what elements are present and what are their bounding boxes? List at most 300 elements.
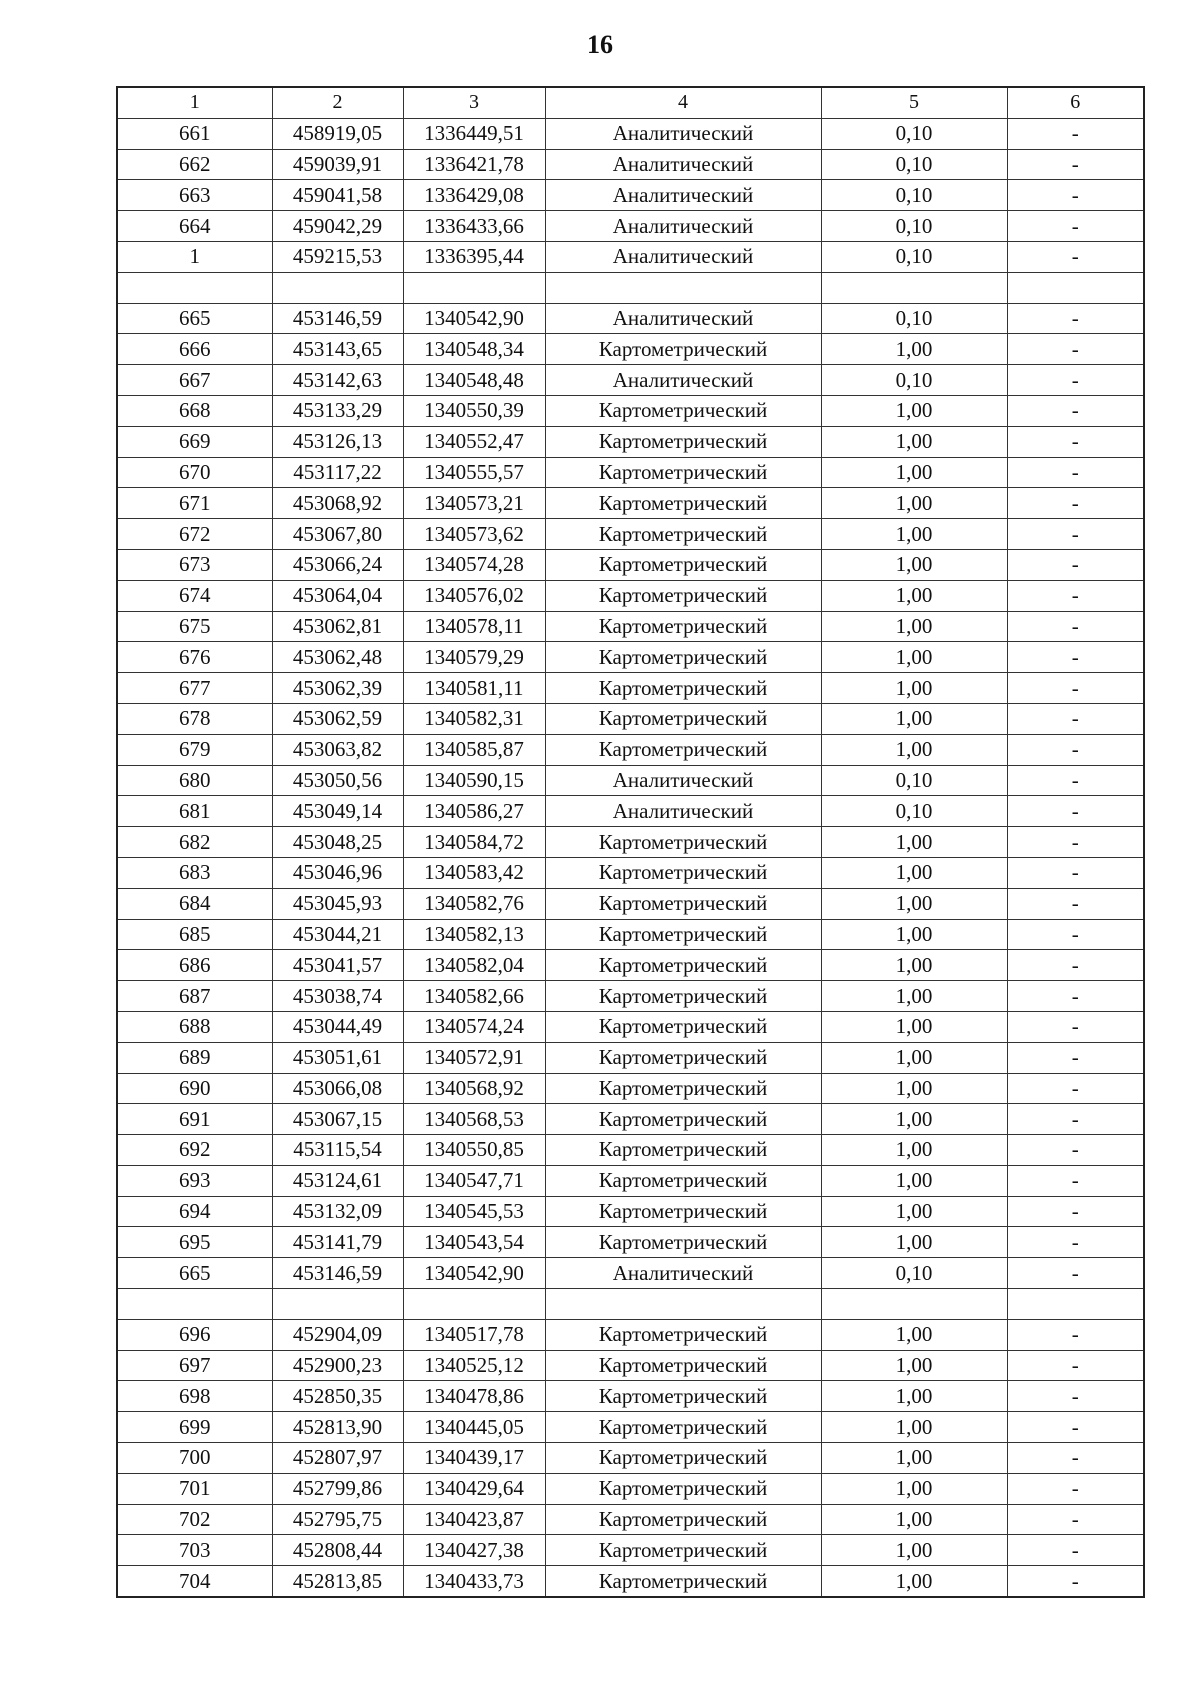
y-coordinate-cell: 1340525,12 [403,1350,545,1381]
x-coordinate-cell [272,272,403,303]
point-number-cell: 672 [117,519,272,550]
note-cell: - [1007,1073,1144,1104]
x-coordinate-cell: 453046,96 [272,857,403,888]
accuracy-cell: 0,10 [821,796,1007,827]
note-cell: - [1007,488,1144,519]
x-coordinate-cell: 453044,21 [272,919,403,950]
x-coordinate-cell: 453146,59 [272,1258,403,1289]
accuracy-cell: 1,00 [821,1073,1007,1104]
column-header: 5 [821,87,1007,118]
method-cell: Картометрический [545,549,821,580]
note-cell: - [1007,1104,1144,1135]
table-row [117,1165,1144,1196]
x-coordinate-cell: 453051,61 [272,1042,403,1073]
point-number-cell: 671 [117,488,272,519]
accuracy-cell: 1,00 [821,1319,1007,1350]
point-number-cell: 681 [117,796,272,827]
table-row [117,1535,1144,1566]
x-coordinate-cell: 453067,80 [272,519,403,550]
table-row [117,1073,1144,1104]
method-cell: Картометрический [545,950,821,981]
table-body [117,87,1144,1597]
note-cell: - [1007,1381,1144,1412]
method-cell: Аналитический [545,303,821,334]
column-header: 2 [272,87,403,118]
method-cell: Картометрический [545,580,821,611]
x-coordinate-cell: 453142,63 [272,365,403,396]
table-row [117,211,1144,242]
accuracy-cell: 0,10 [821,211,1007,242]
accuracy-cell: 1,00 [821,611,1007,642]
accuracy-cell: 1,00 [821,673,1007,704]
accuracy-cell: 1,00 [821,580,1007,611]
y-coordinate-cell: 1336449,51 [403,118,545,149]
accuracy-cell: 1,00 [821,1566,1007,1597]
point-number-cell: 683 [117,857,272,888]
note-cell: - [1007,118,1144,149]
method-cell: Картометрический [545,673,821,704]
y-coordinate-cell: 1340573,62 [403,519,545,550]
y-coordinate-cell: 1340547,71 [403,1165,545,1196]
y-coordinate-cell [403,272,545,303]
y-coordinate-cell [403,1289,545,1320]
table-row [117,426,1144,457]
table-row [117,1412,1144,1443]
accuracy-cell: 1,00 [821,857,1007,888]
method-cell: Картометрический [545,1504,821,1535]
x-coordinate-cell: 453048,25 [272,827,403,858]
note-cell: - [1007,734,1144,765]
accuracy-cell: 1,00 [821,1135,1007,1166]
note-cell: - [1007,457,1144,488]
method-cell: Аналитический [545,149,821,180]
table-row [117,580,1144,611]
y-coordinate-cell: 1340573,21 [403,488,545,519]
y-coordinate-cell: 1336395,44 [403,241,545,272]
note-cell: - [1007,765,1144,796]
accuracy-cell: 1,00 [821,888,1007,919]
x-coordinate-cell: 453062,81 [272,611,403,642]
y-coordinate-cell: 1340582,31 [403,703,545,734]
y-coordinate-cell: 1340576,02 [403,580,545,611]
method-cell: Картометрический [545,1135,821,1166]
x-coordinate-cell: 453063,82 [272,734,403,765]
table-row [117,611,1144,642]
accuracy-cell: 1,00 [821,549,1007,580]
x-coordinate-cell: 459041,58 [272,180,403,211]
accuracy-cell [821,1289,1007,1320]
x-coordinate-cell: 459215,53 [272,241,403,272]
note-cell: - [1007,1350,1144,1381]
note-cell: - [1007,180,1144,211]
table-row [117,1443,1144,1474]
note-cell: - [1007,703,1144,734]
note-cell: - [1007,241,1144,272]
note-cell: - [1007,1135,1144,1166]
x-coordinate-cell: 453062,39 [272,673,403,704]
table-row [117,919,1144,950]
accuracy-cell: 1,00 [821,827,1007,858]
table-row [117,118,1144,149]
accuracy-cell: 1,00 [821,1196,1007,1227]
point-number-cell: 685 [117,919,272,950]
accuracy-cell: 0,10 [821,180,1007,211]
column-header: 4 [545,87,821,118]
x-coordinate-cell: 453049,14 [272,796,403,827]
table-row [117,180,1144,211]
table-row [117,241,1144,272]
accuracy-cell: 0,10 [821,765,1007,796]
accuracy-cell: 0,10 [821,303,1007,334]
point-number-cell: 669 [117,426,272,457]
table-row [117,857,1144,888]
accuracy-cell: 1,00 [821,1104,1007,1135]
y-coordinate-cell: 1340550,39 [403,395,545,426]
y-coordinate-cell: 1340584,72 [403,827,545,858]
point-number-cell: 662 [117,149,272,180]
accuracy-cell: 1,00 [821,457,1007,488]
table-row [117,673,1144,704]
coordinates-table [116,86,1145,1598]
note-cell: - [1007,395,1144,426]
point-number-cell: 686 [117,950,272,981]
table-row [117,1473,1144,1504]
accuracy-cell: 1,00 [821,981,1007,1012]
y-coordinate-cell: 1340439,17 [403,1443,545,1474]
method-cell: Аналитический [545,765,821,796]
point-number-cell: 700 [117,1443,272,1474]
y-coordinate-cell: 1340578,11 [403,611,545,642]
point-number-cell: 698 [117,1381,272,1412]
accuracy-cell: 1,00 [821,1412,1007,1443]
method-cell: Картометрический [545,1350,821,1381]
table-row [117,1196,1144,1227]
note-cell: - [1007,1227,1144,1258]
y-coordinate-cell: 1340582,76 [403,888,545,919]
note-cell: - [1007,1258,1144,1289]
note-cell: - [1007,1504,1144,1535]
y-coordinate-cell: 1340542,90 [403,303,545,334]
accuracy-cell: 1,00 [821,1504,1007,1535]
point-number-cell: 684 [117,888,272,919]
note-cell: - [1007,1412,1144,1443]
method-cell: Картометрический [545,734,821,765]
table-row [117,1504,1144,1535]
point-number-cell: 688 [117,1011,272,1042]
x-coordinate-cell: 452850,35 [272,1381,403,1412]
method-cell: Картометрический [545,1104,821,1135]
point-number-cell: 667 [117,365,272,396]
table-row [117,334,1144,365]
method-cell: Картометрический [545,1319,821,1350]
note-cell: - [1007,1443,1144,1474]
point-number-cell: 680 [117,765,272,796]
x-coordinate-cell: 459039,91 [272,149,403,180]
x-coordinate-cell: 453038,74 [272,981,403,1012]
accuracy-cell: 1,00 [821,1381,1007,1412]
accuracy-cell: 1,00 [821,488,1007,519]
note-cell: - [1007,796,1144,827]
method-cell: Картометрический [545,827,821,858]
point-number-cell: 682 [117,827,272,858]
y-coordinate-cell: 1340542,90 [403,1258,545,1289]
point-number-cell: 691 [117,1104,272,1135]
y-coordinate-cell: 1336433,66 [403,211,545,242]
table-row [117,1135,1144,1166]
x-coordinate-cell: 453132,09 [272,1196,403,1227]
accuracy-cell: 0,10 [821,149,1007,180]
y-coordinate-cell: 1340555,57 [403,457,545,488]
point-number-cell: 677 [117,673,272,704]
point-number-cell: 675 [117,611,272,642]
note-cell: - [1007,1011,1144,1042]
y-coordinate-cell: 1340590,15 [403,765,545,796]
point-number-cell: 673 [117,549,272,580]
method-cell: Картометрический [545,1566,821,1597]
accuracy-cell: 1,00 [821,1165,1007,1196]
x-coordinate-cell: 453115,54 [272,1135,403,1166]
note-cell: - [1007,827,1144,858]
accuracy-cell: 1,00 [821,919,1007,950]
y-coordinate-cell: 1340568,53 [403,1104,545,1135]
note-cell [1007,1289,1144,1320]
note-cell: - [1007,149,1144,180]
accuracy-cell: 0,10 [821,1258,1007,1289]
note-cell: - [1007,1042,1144,1073]
method-cell: Картометрический [545,1227,821,1258]
method-cell: Картометрический [545,1165,821,1196]
accuracy-cell: 1,00 [821,950,1007,981]
method-cell [545,272,821,303]
table-row [117,1227,1144,1258]
x-coordinate-cell: 453062,48 [272,642,403,673]
point-number-cell: 665 [117,1258,272,1289]
y-coordinate-cell: 1340582,66 [403,981,545,1012]
accuracy-cell: 1,00 [821,1473,1007,1504]
method-cell: Аналитический [545,180,821,211]
y-coordinate-cell: 1340585,87 [403,734,545,765]
table-row [117,1319,1144,1350]
method-cell: Картометрический [545,611,821,642]
method-cell: Картометрический [545,1042,821,1073]
y-coordinate-cell: 1340552,47 [403,426,545,457]
x-coordinate-cell: 453143,65 [272,334,403,365]
y-coordinate-cell: 1340429,64 [403,1473,545,1504]
method-cell: Картометрический [545,1011,821,1042]
table-row [117,149,1144,180]
y-coordinate-cell: 1340427,38 [403,1535,545,1566]
method-cell: Картометрический [545,888,821,919]
point-number-cell: 687 [117,981,272,1012]
accuracy-cell: 1,00 [821,1535,1007,1566]
point-number-cell: 678 [117,703,272,734]
y-coordinate-cell: 1340582,04 [403,950,545,981]
note-cell: - [1007,303,1144,334]
accuracy-cell: 1,00 [821,642,1007,673]
method-cell: Картометрический [545,1381,821,1412]
note-cell: - [1007,857,1144,888]
point-number-cell: 696 [117,1319,272,1350]
note-cell: - [1007,334,1144,365]
method-cell: Картометрический [545,488,821,519]
method-cell: Картометрический [545,703,821,734]
point-number-cell: 679 [117,734,272,765]
accuracy-cell: 1,00 [821,1350,1007,1381]
y-coordinate-cell: 1340548,34 [403,334,545,365]
table-row [117,888,1144,919]
method-cell: Аналитический [545,241,821,272]
y-coordinate-cell: 1340581,11 [403,673,545,704]
method-cell: Картометрический [545,334,821,365]
table-row [117,642,1144,673]
method-cell: Картометрический [545,919,821,950]
note-cell: - [1007,1566,1144,1597]
point-number-cell: 665 [117,303,272,334]
x-coordinate-cell: 459042,29 [272,211,403,242]
point-number-cell: 674 [117,580,272,611]
note-cell: - [1007,365,1144,396]
accuracy-cell: 1,00 [821,1042,1007,1073]
y-coordinate-cell: 1340582,13 [403,919,545,950]
x-coordinate-cell: 452813,85 [272,1566,403,1597]
point-number-cell: 703 [117,1535,272,1566]
note-cell: - [1007,950,1144,981]
accuracy-cell: 1,00 [821,1227,1007,1258]
y-coordinate-cell: 1336429,08 [403,180,545,211]
note-cell: - [1007,1319,1144,1350]
point-number-cell: 692 [117,1135,272,1166]
table-row [117,827,1144,858]
point-number-cell [117,1289,272,1320]
point-number-cell: 689 [117,1042,272,1073]
x-coordinate-cell: 453117,22 [272,457,403,488]
accuracy-cell: 1,00 [821,1011,1007,1042]
x-coordinate-cell [272,1289,403,1320]
note-cell: - [1007,549,1144,580]
y-coordinate-cell: 1336421,78 [403,149,545,180]
page-number: 16 [587,30,613,59]
y-coordinate-cell: 1340574,28 [403,549,545,580]
table-row [117,1289,1144,1320]
point-number-cell: 666 [117,334,272,365]
point-number-cell: 702 [117,1504,272,1535]
x-coordinate-cell: 453045,93 [272,888,403,919]
table-row [117,1011,1144,1042]
x-coordinate-cell: 452799,86 [272,1473,403,1504]
method-cell: Картометрический [545,457,821,488]
table-row [117,981,1144,1012]
point-number-cell: 697 [117,1350,272,1381]
note-cell: - [1007,981,1144,1012]
y-coordinate-cell: 1340550,85 [403,1135,545,1166]
point-number-cell: 694 [117,1196,272,1227]
y-coordinate-cell: 1340586,27 [403,796,545,827]
x-coordinate-cell: 453044,49 [272,1011,403,1042]
y-coordinate-cell: 1340545,53 [403,1196,545,1227]
x-coordinate-cell: 453146,59 [272,303,403,334]
accuracy-cell: 1,00 [821,1443,1007,1474]
method-cell: Картометрический [545,519,821,550]
y-coordinate-cell: 1340568,92 [403,1073,545,1104]
table-row [117,1042,1144,1073]
x-coordinate-cell: 458919,05 [272,118,403,149]
note-cell: - [1007,211,1144,242]
note-cell: - [1007,1196,1144,1227]
x-coordinate-cell: 453068,92 [272,488,403,519]
method-cell: Картометрический [545,1473,821,1504]
x-coordinate-cell: 453066,08 [272,1073,403,1104]
point-number-cell: 699 [117,1412,272,1443]
method-cell: Аналитический [545,796,821,827]
table-row [117,1258,1144,1289]
method-cell: Картометрический [545,395,821,426]
x-coordinate-cell: 453066,24 [272,549,403,580]
table-row [117,734,1144,765]
x-coordinate-cell: 453126,13 [272,426,403,457]
accuracy-cell: 0,10 [821,118,1007,149]
note-cell: - [1007,888,1144,919]
x-coordinate-cell: 453041,57 [272,950,403,981]
accuracy-cell: 1,00 [821,519,1007,550]
table-row [117,1104,1144,1135]
method-cell: Аналитический [545,211,821,242]
note-cell [1007,272,1144,303]
point-number-cell: 1 [117,241,272,272]
table-row [117,1381,1144,1412]
note-cell: - [1007,642,1144,673]
note-cell: - [1007,673,1144,704]
point-number-cell: 701 [117,1473,272,1504]
x-coordinate-cell: 453067,15 [272,1104,403,1135]
method-cell: Аналитический [545,118,821,149]
accuracy-cell [821,272,1007,303]
x-coordinate-cell: 453064,04 [272,580,403,611]
y-coordinate-cell: 1340548,48 [403,365,545,396]
accuracy-cell: 0,10 [821,365,1007,396]
table-row [117,457,1144,488]
point-number-cell: 695 [117,1227,272,1258]
method-cell: Картометрический [545,1412,821,1443]
point-number-cell: 670 [117,457,272,488]
method-cell: Аналитический [545,365,821,396]
table-row [117,765,1144,796]
column-header: 6 [1007,87,1144,118]
method-cell [545,1289,821,1320]
note-cell: - [1007,919,1144,950]
y-coordinate-cell: 1340517,78 [403,1319,545,1350]
table-row [117,796,1144,827]
point-number-cell: 676 [117,642,272,673]
table-row [117,703,1144,734]
y-coordinate-cell: 1340574,24 [403,1011,545,1042]
accuracy-cell: 1,00 [821,334,1007,365]
point-number-cell: 664 [117,211,272,242]
x-coordinate-cell: 452813,90 [272,1412,403,1443]
table-row [117,1566,1144,1597]
note-cell: - [1007,611,1144,642]
table-row [117,303,1144,334]
table-row [117,272,1144,303]
x-coordinate-cell: 452904,09 [272,1319,403,1350]
method-cell: Картометрический [545,1535,821,1566]
method-cell: Картометрический [545,1073,821,1104]
method-cell: Аналитический [545,1258,821,1289]
table-row [117,365,1144,396]
method-cell: Картометрический [545,1196,821,1227]
x-coordinate-cell: 452795,75 [272,1504,403,1535]
method-cell: Картометрический [545,857,821,888]
x-coordinate-cell: 452807,97 [272,1443,403,1474]
